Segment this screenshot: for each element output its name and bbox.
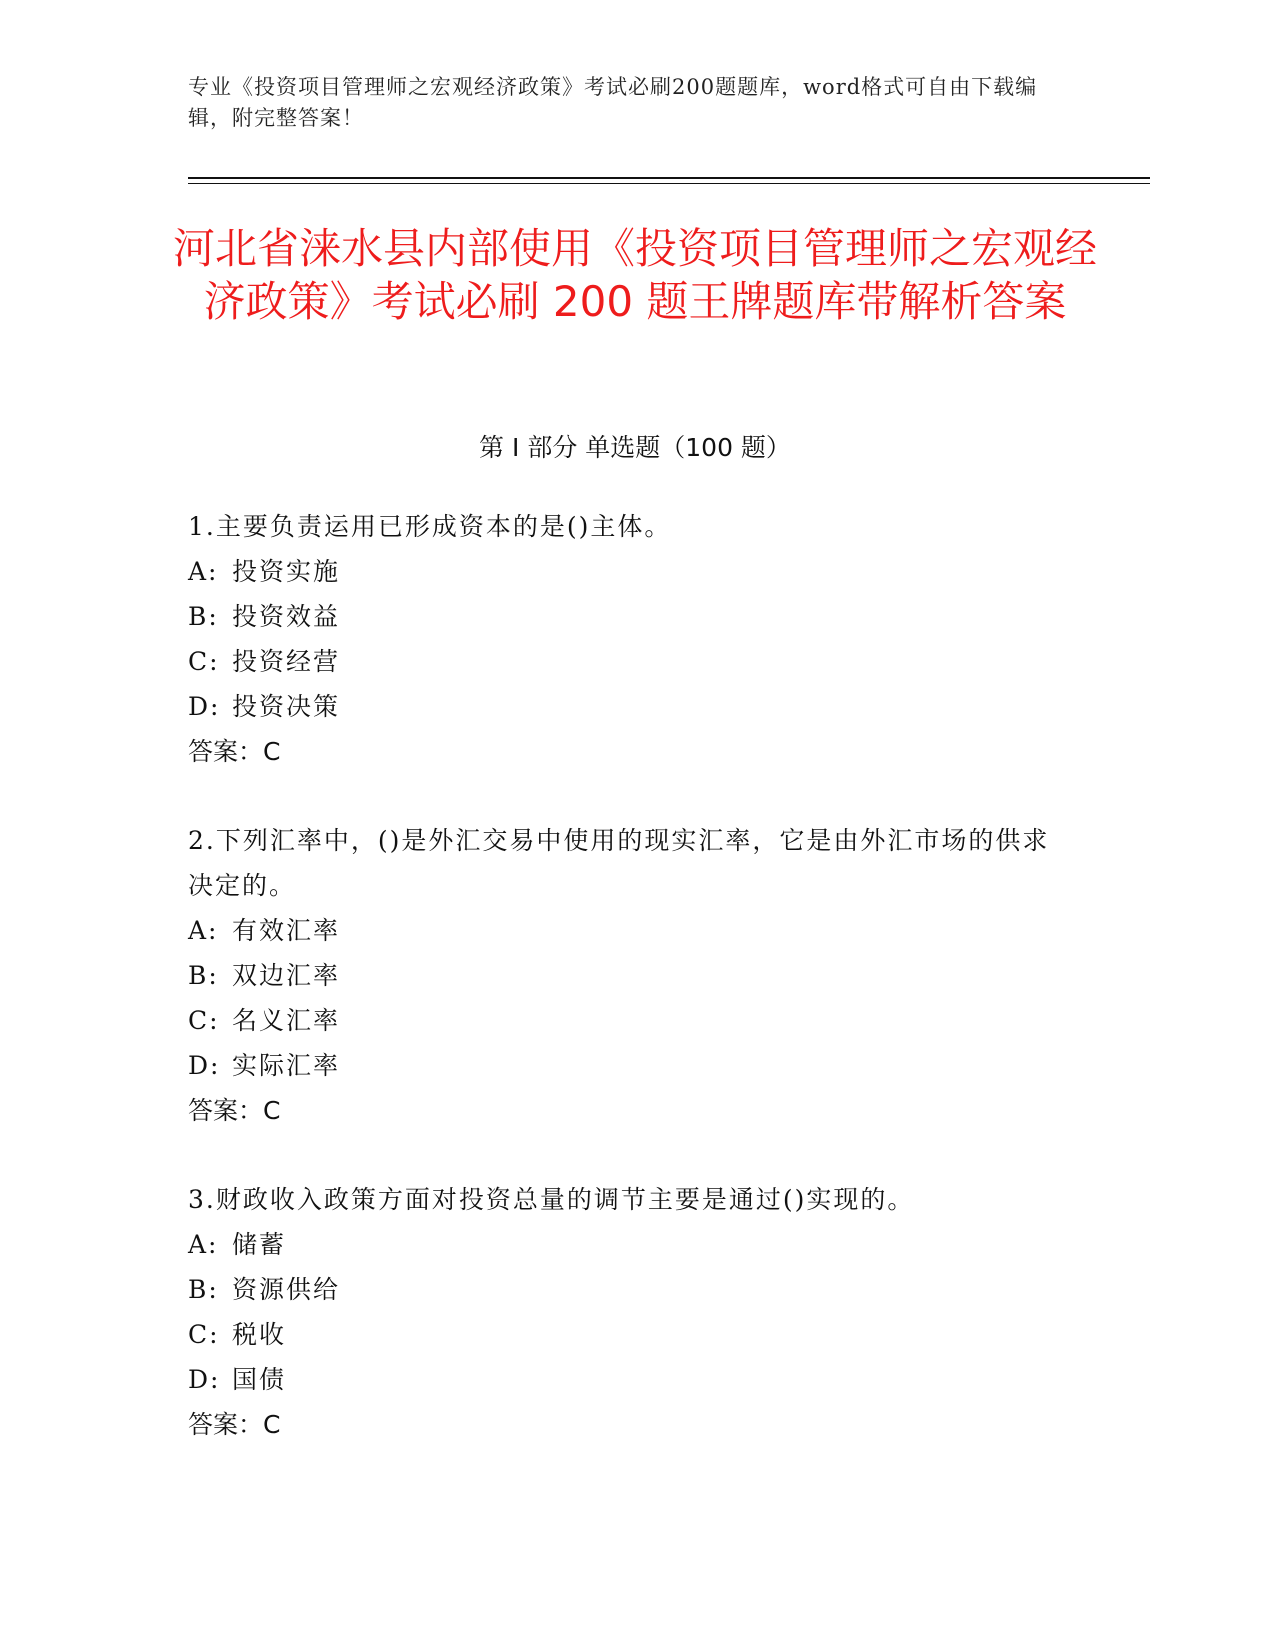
option-b — [188, 1267, 1068, 1312]
question-stem: 1.主要负责运用已形成资本的是()主体。 — [188, 512, 672, 541]
option-d — [188, 1357, 1068, 1402]
option-letter: A: — [188, 916, 219, 945]
answer: 答案：C — [188, 737, 281, 766]
option-letter: D: — [188, 1051, 221, 1080]
option-letter: D: — [188, 692, 221, 721]
option-letter: A: — [188, 557, 219, 586]
question-stem: 3.财政收入政策方面对投资总量的调节主要是通过()实现的。 — [188, 1185, 915, 1214]
option-a — [188, 1222, 1068, 1267]
option-text: 有效汇率 — [232, 916, 341, 945]
option-text: 双边汇率 — [232, 961, 341, 990]
question-stem: 2.下列汇率中，()是外汇交易中使用的现实汇率，它是由外汇市场的供求决定的。 — [188, 826, 1050, 900]
option-text: 投资实施 — [232, 557, 341, 586]
option-c — [188, 1312, 1068, 1357]
option-text: 资源供给 — [232, 1275, 341, 1304]
answer: 答案：C — [188, 1410, 281, 1439]
option-letter: D: — [188, 1365, 221, 1394]
question-2 — [188, 818, 1068, 1133]
option-letter: C: — [188, 1006, 220, 1035]
option-text: 投资经营 — [232, 647, 341, 676]
option-text: 国债 — [232, 1365, 287, 1394]
option-text: 名义汇率 — [232, 1006, 341, 1035]
question-1 — [188, 504, 1068, 774]
answer: 答案：C — [188, 1096, 281, 1125]
option-a — [188, 549, 1068, 594]
option-letter: C: — [188, 647, 220, 676]
header-note: 专业《投资项目管理师之宏观经济政策》考试必刷200题题库，word格式可自由下载编辑，附完整答案！ — [188, 75, 1038, 130]
option-b — [188, 594, 1068, 639]
question-3 — [188, 1177, 1068, 1447]
option-text: 实际汇率 — [232, 1051, 341, 1080]
option-letter: B: — [188, 961, 219, 990]
option-d — [188, 684, 1068, 729]
option-d — [188, 1043, 1068, 1088]
option-text: 税收 — [232, 1320, 287, 1349]
section-heading: 第 I 部分 单选题（100 题） — [479, 433, 791, 462]
option-text: 储蓄 — [232, 1230, 287, 1259]
option-a — [188, 908, 1068, 953]
option-text: 投资决策 — [232, 692, 341, 721]
option-letter: B: — [188, 602, 219, 631]
option-letter: A: — [188, 1230, 219, 1259]
document-title: 河北省涞水县内部使用《投资项目管理师之宏观经济政策》考试必刷 200 题王牌题库带解析答案 — [172, 224, 1097, 326]
header-divider-thick — [188, 177, 1150, 179]
option-letter: B: — [188, 1275, 219, 1304]
option-c — [188, 639, 1068, 684]
option-letter: C: — [188, 1320, 220, 1349]
header-divider-thin — [188, 183, 1150, 184]
option-text: 投资效益 — [232, 602, 341, 631]
option-c — [188, 998, 1068, 1043]
option-b — [188, 953, 1068, 998]
